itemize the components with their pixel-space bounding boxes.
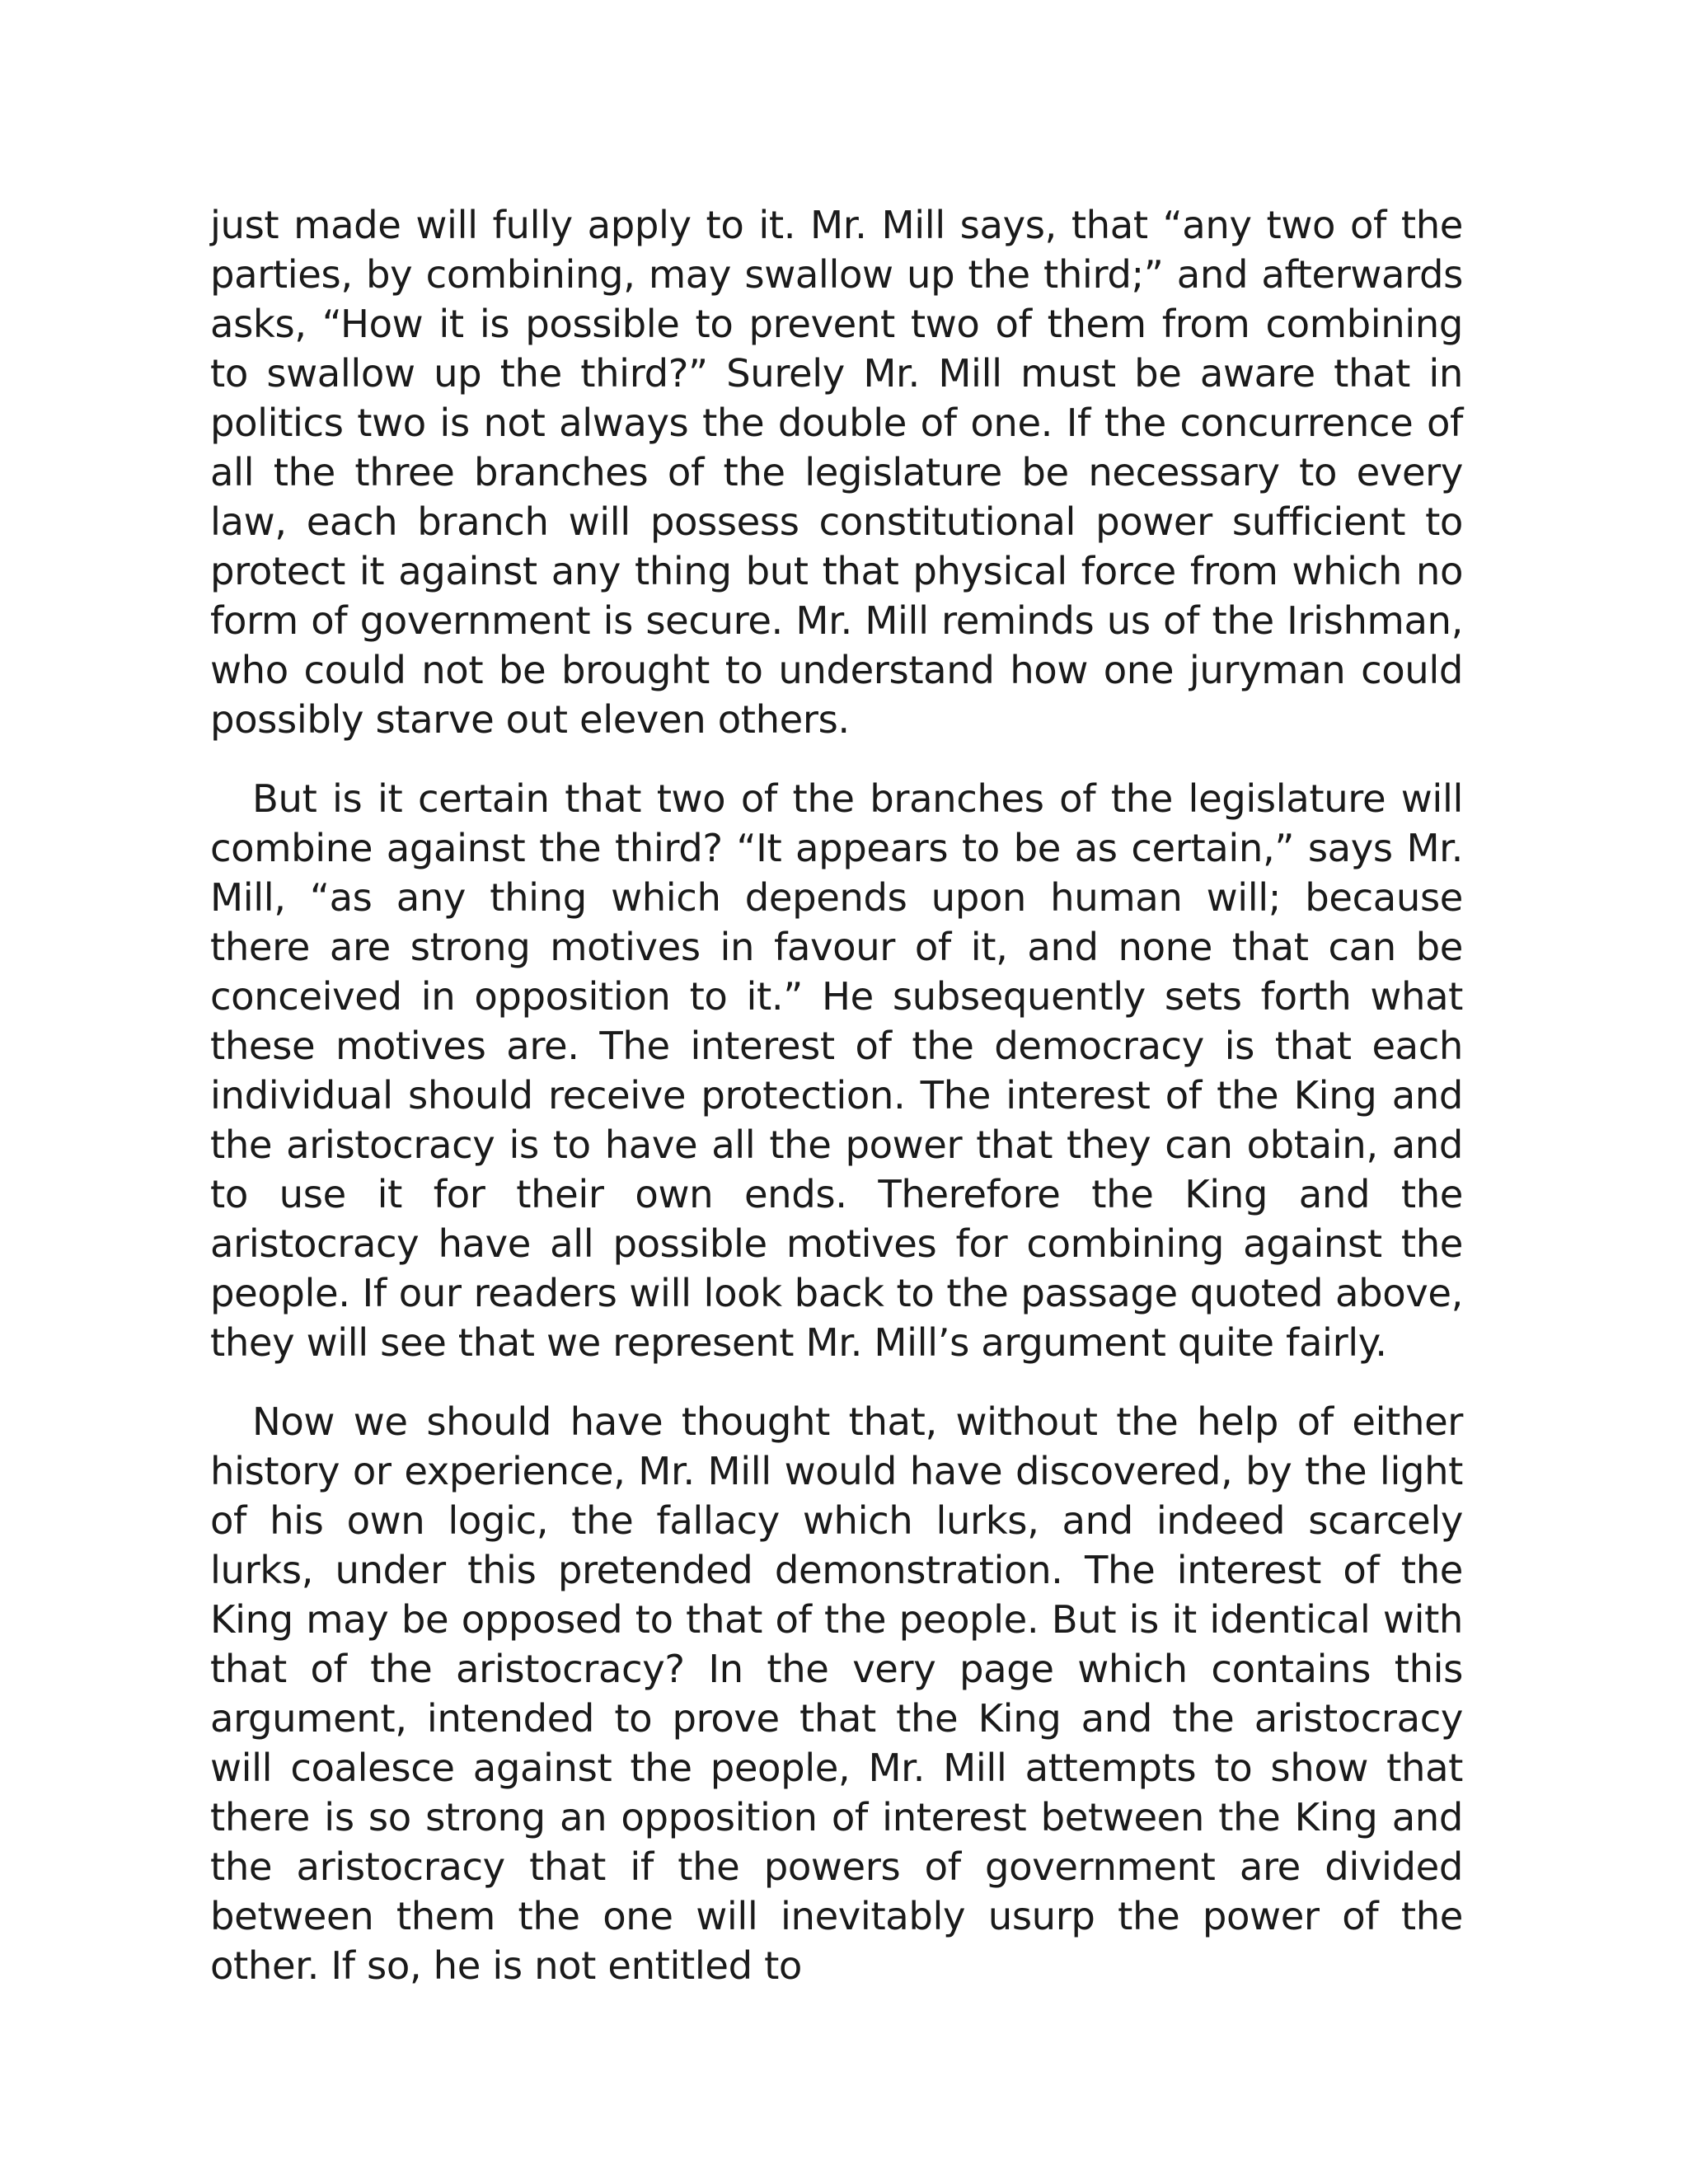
paragraph-2: But is it certain that two of the branches of the legislature will combine against the third? “It appears to be as certain,” says Mr. Mill, “as any thing which depends upon human will; because there are strong motives in favour of it, and none that can be conceived in opposition to it.” He subsequently sets forth what these motives are. The interest of the democracy is that each individual should receive protection. The interest of the King and the aristocracy is to have all the power that they can obtain, and to use it for their own ends. Therefore the King and the aristocracy have all possible motives for combining against the people. If our readers will look back to the passage quoted above, they will see that we represent Mr. Mill’s argument quite fairly. bbox=[210, 776, 1463, 1365]
paragraph-3: Now we should have thought that, without the help of either history or experience, Mr. Mill would have discovered, by the light of his own logic, the fallacy which lurks, and indeed scarcely lurks, under this pretended demonstration. The interest of the King may be opposed to that of the people. But is it identical with that of the aristocracy? In the very page which contains this argument, intended to prove that the King and the aristocracy will coalesce against the people, Mr. Mill attempts to show that there is so strong an opposition of interest between the King and the aristocracy that if the powers of government are divided between them the one will inevitably usurp the power of the other. If so, he is not entitled to bbox=[210, 1399, 1463, 1988]
paragraph-1: just made will fully apply to it. Mr. Mill says, that “any two of the parties, by combining, may swallow up the third;” and afterwards asks, “How it is possible to prevent two of them from combining to swallow up the third?” Surely Mr. Mill must be aware that in politics two is not always the double of one. If the concurrence of all the three branches of the legislature be necessary to every law, each branch will possess constitutional power sufficient to protect it against any thing but that physical force from which no form of government is secure. Mr. Mill reminds us of the Irishman, who could not be brought to understand how one juryman could possibly starve out eleven others. bbox=[210, 203, 1463, 742]
page-body bbox=[210, 200, 1463, 1990]
